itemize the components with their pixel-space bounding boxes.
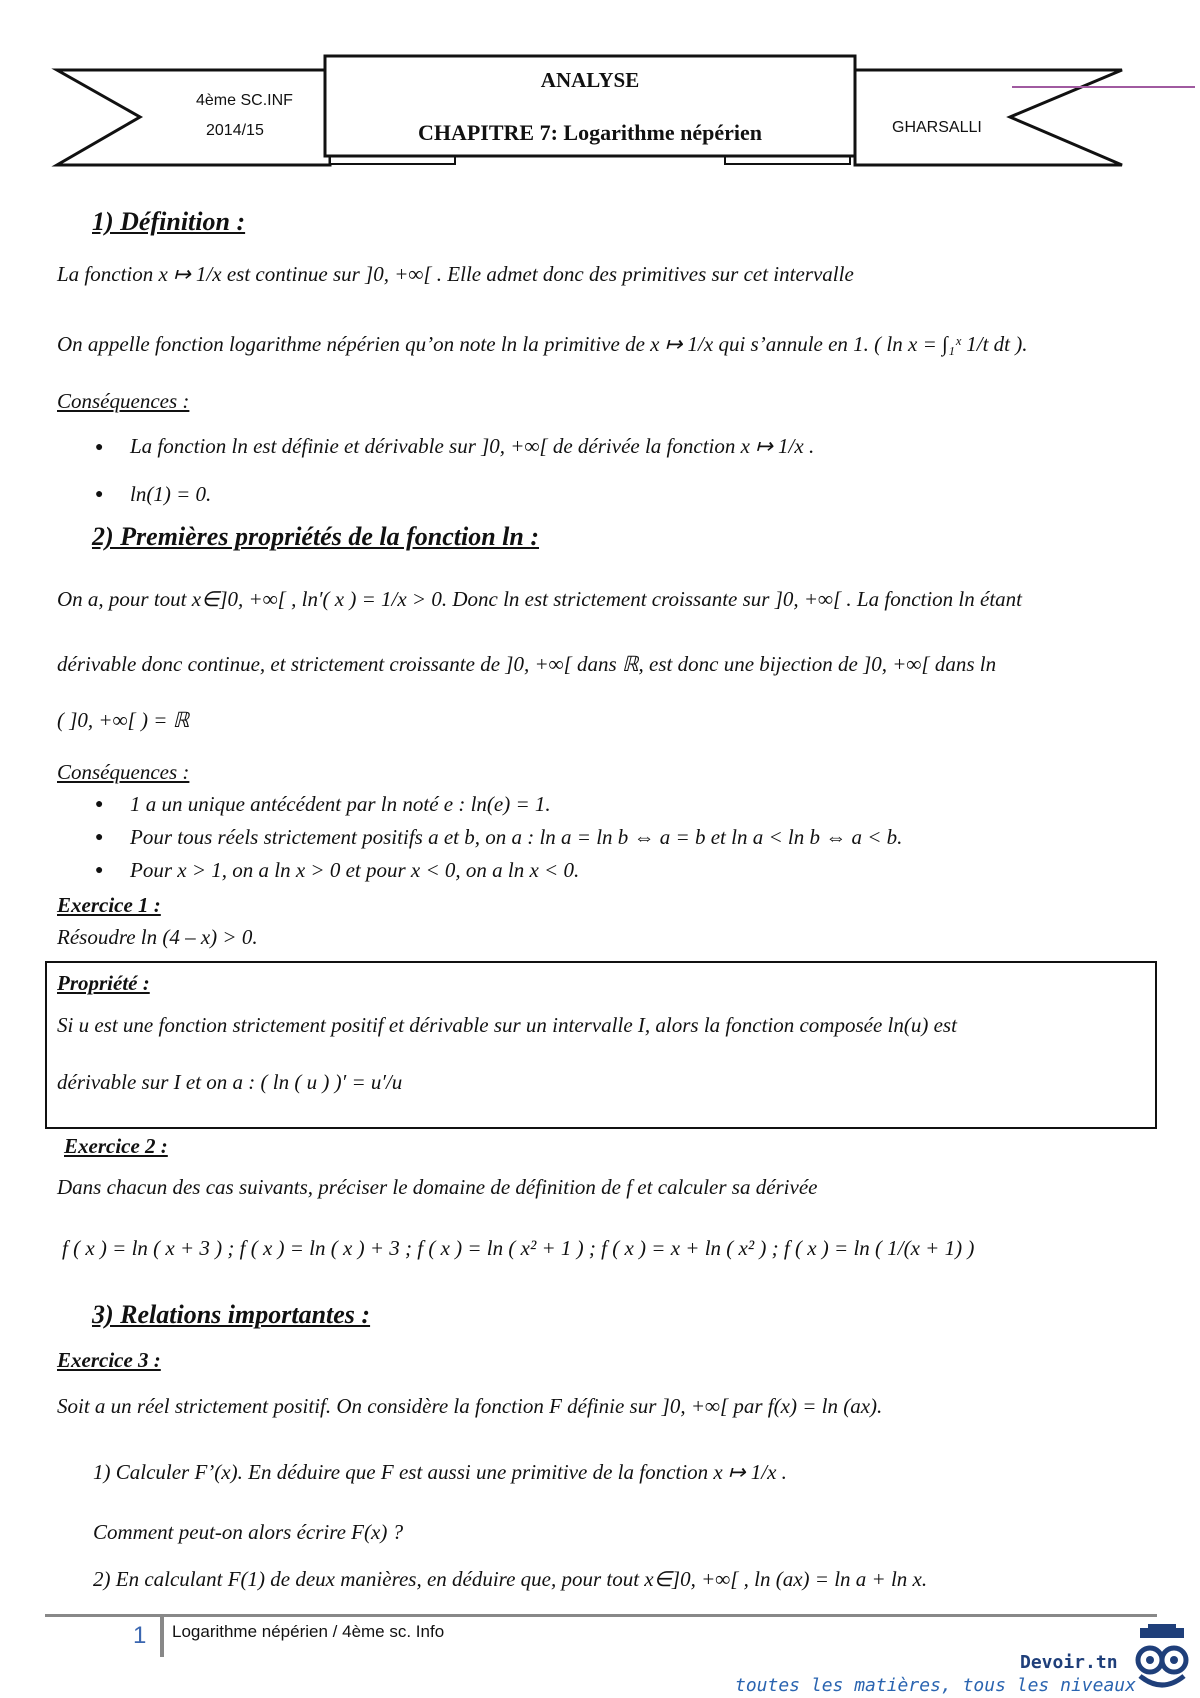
exercise-3-q2: 2) En calculant F(1) de deux manières, en déduire que, pour tout x∈]0, +∞[ , ln (ax) = ln a + ln x.	[93, 1567, 928, 1591]
s1-line2: On appelle fonction logarithme népérien qu’on note ln la primitive de x ↦ 1/x qui s’annule en 1. ( ln x = ∫₁ˣ 1/t dt ).	[57, 332, 1028, 356]
bullet-icon: ●	[95, 440, 104, 455]
exercise-1-text: Résoudre ln (4 – x) > 0.	[57, 925, 258, 949]
property-box	[45, 961, 1157, 1129]
exercise-3-title: Exercice 3 :	[57, 1348, 161, 1372]
bullet-icon: ●	[95, 863, 104, 878]
s1-bullet1: La fonction ln est définie et dérivable sur ]0, +∞[ de dérivée la fonction x ↦ 1/x .	[130, 434, 815, 458]
property-line1: Si u est une fonction strictement positif et dérivable sur un intervalle I, alors la fonction composée ln(u) est	[57, 1013, 957, 1037]
bullet-icon: ●	[95, 797, 104, 812]
footer-tagline: toutes les matières, tous les niveaux	[735, 1675, 1136, 1696]
footer-rule	[45, 1614, 1157, 1617]
header-level: 4ème SC.INF	[196, 92, 293, 109]
header-chapter: CHAPITRE 7: Logarithme népérien	[417, 120, 763, 145]
s1-consequences: Conséquences :	[57, 389, 190, 413]
s2-bullet2: Pour tous réels strictement positifs a et b, on a : ln a = ln b ⇔ a = b et ln a < ln b ⇔ a < b.	[130, 825, 903, 849]
section-1-title: 1) Définition :	[92, 207, 246, 236]
exercise-2-formulas: f ( x ) = ln ( x + 3 ) ; f ( x ) = ln ( x ) + 3 ; f ( x ) = ln ( x² + 1 ) ; f ( x ) = x + ln ( x² ) ; f ( x ) = ln ( 1/(x + 1) )	[62, 1236, 975, 1260]
s2-bullet1: 1 a un unique antécédent par ln noté e : ln(e) = 1.	[130, 792, 551, 816]
header-author: GHARSALLI	[892, 119, 982, 136]
exercise-3-text: Soit a un réel strictement positif. On considère la fonction F définie sur ]0, +∞[ par f(x) = ln (ax).	[57, 1394, 883, 1418]
s2-p1: On a, pour tout x∈]0, +∞[ , ln′( x ) = 1/x > 0. Donc ln est strictement croissante sur ]0, +∞[ . La fonction ln étant	[57, 587, 1023, 611]
s2-p2: dérivable donc continue, et strictement croissante de ]0, +∞[ dans ℝ, est donc une bijection de ]0, +∞[ dans ln	[57, 652, 997, 676]
footer-page-number: 1	[133, 1622, 147, 1649]
bullet-icon: ●	[95, 830, 104, 845]
footer-brand: Devoir.tn	[1020, 1652, 1118, 1673]
s2-bullet3: Pour x > 1, on a ln x > 0 et pour x < 0, on a ln x < 0.	[130, 858, 580, 882]
exercise-3-q1: 1) Calculer F’(x). En déduire que F est aussi une primitive de la fonction x ↦ 1/x .	[93, 1460, 787, 1484]
section-3-title: 3) Relations importantes :	[92, 1300, 371, 1329]
s1-bullet2: ln(1) = 0.	[130, 482, 212, 506]
exercise-2-text: Dans chacun des cas suivants, préciser le domaine de définition de f et calculer sa dérivée	[57, 1175, 818, 1199]
exercise-3-q1b: Comment peut-on alors écrire F(x) ?	[93, 1520, 404, 1544]
brand-mascot-icon	[1130, 1624, 1194, 1694]
property-line2: dérivable sur I et on a : ( ln ( u ) )′ = u′/u	[57, 1070, 403, 1094]
section-2-title: 2) Premières propriétés de la fonction ln :	[92, 522, 540, 551]
s1-line1: La fonction x ↦ 1/x est continue sur ]0, +∞[ . Elle admet donc des primitives sur cet intervalle	[57, 262, 854, 286]
exercise-1-title: Exercice 1 :	[57, 893, 161, 917]
bullet-icon: ●	[95, 487, 104, 502]
s2-p3: ( ]0, +∞[ ) = ℝ	[57, 708, 190, 732]
exercise-2-title: Exercice 2 :	[64, 1134, 168, 1158]
s2-consequences: Conséquences :	[57, 760, 190, 784]
header-year: 2014/15	[206, 122, 264, 139]
footer-divider	[160, 1617, 164, 1657]
header-subject: ANALYSE	[540, 68, 640, 92]
property-title: Propriété :	[57, 971, 150, 995]
footer-label: Logarithme népérien / 4ème sc. Info	[172, 1622, 445, 1641]
